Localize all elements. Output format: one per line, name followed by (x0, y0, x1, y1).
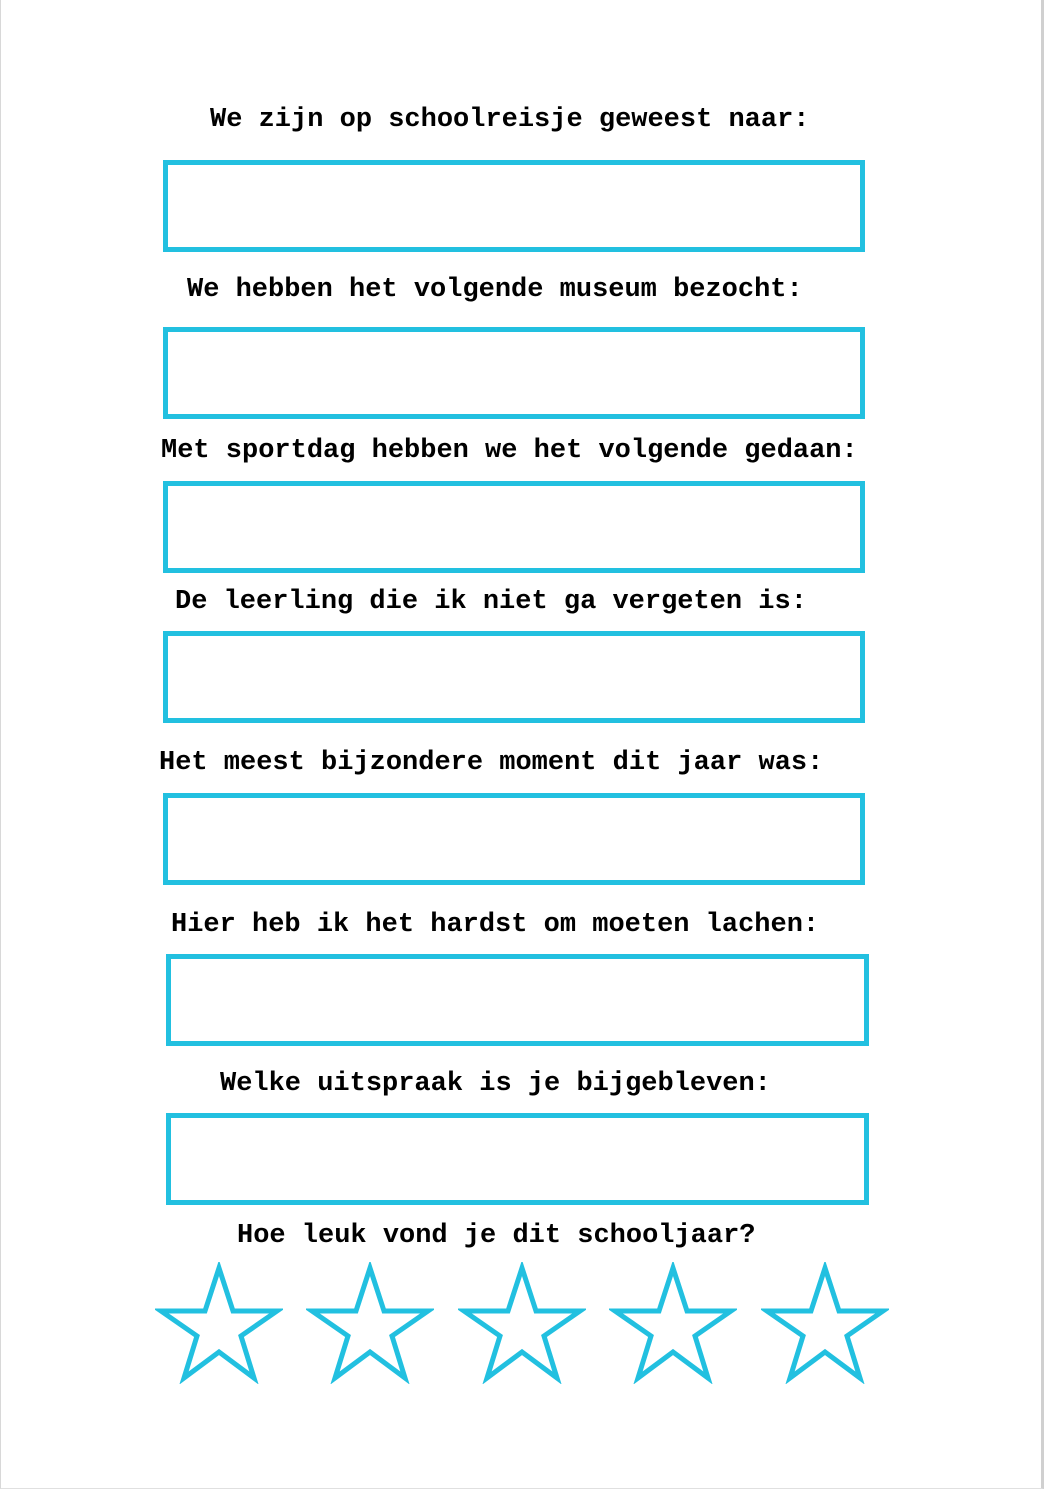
star-5-icon[interactable] (761, 1262, 889, 1384)
star-1-icon[interactable] (155, 1262, 283, 1384)
question-label-laughed: Hier heb ik het hardst om moeten lachen: (171, 910, 820, 940)
answer-box-special-moment[interactable] (163, 793, 865, 885)
star-2-icon[interactable] (306, 1262, 434, 1384)
question-label-quote: Welke uitspraak is je bijgebleven: (220, 1069, 771, 1099)
star-rating (155, 1262, 889, 1386)
answer-box-school-trip[interactable] (163, 160, 865, 252)
question-label-school-trip: We zijn op schoolreisje geweest naar: (210, 105, 810, 135)
rating-question-label: Hoe leuk vond je dit schooljaar? (237, 1221, 756, 1251)
answer-box-museum[interactable] (163, 327, 865, 419)
question-label-student: De leerling die ik niet ga vergeten is: (175, 587, 807, 617)
star-4-icon[interactable] (609, 1262, 737, 1384)
question-label-sports-day: Met sportdag hebben we het volgende gedaan: (161, 436, 858, 466)
answer-box-sports-day[interactable] (163, 481, 865, 573)
star-3-icon[interactable] (458, 1262, 586, 1384)
question-label-museum: We hebben het volgende museum bezocht: (187, 275, 803, 305)
answer-box-student[interactable] (163, 631, 865, 723)
answer-box-laughed[interactable] (166, 954, 869, 1046)
answer-box-quote[interactable] (166, 1113, 869, 1205)
question-label-special-moment: Het meest bijzondere moment dit jaar was: (159, 748, 824, 778)
